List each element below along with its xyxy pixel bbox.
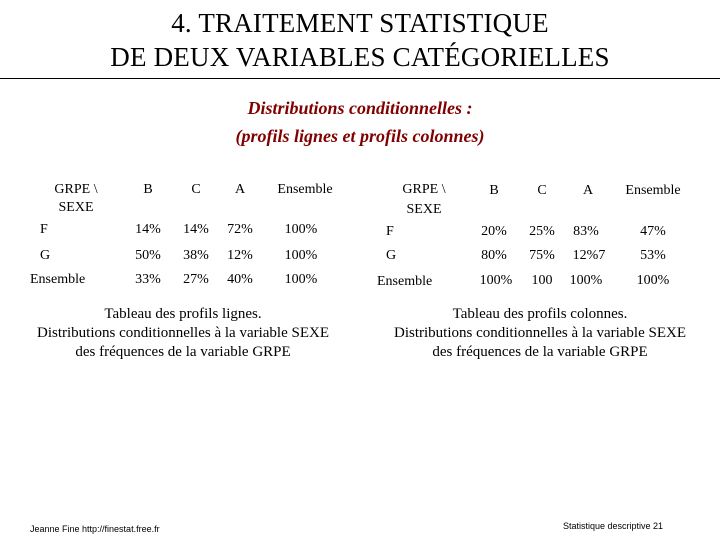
left-caption-line-3: des fréquences de la variable GRPE <box>75 344 291 360</box>
right-cell: 100% <box>479 273 513 288</box>
right-cell: 80% <box>481 248 507 263</box>
right-header-b: B <box>489 183 499 198</box>
left-cell: 33% <box>135 272 161 287</box>
right-cell: 53% <box>640 248 666 263</box>
right-cell: 100 <box>531 273 553 288</box>
left-cell: 50% <box>135 248 161 263</box>
footer-page-label: Statistique descriptive 21 <box>563 521 664 531</box>
right-cell: 12%7 <box>572 248 606 263</box>
right-cell: 20% <box>481 224 507 239</box>
right-caption-line-2: Distributions conditionnelles à la variable SEXE <box>393 325 687 341</box>
left-cell: 12% <box>227 248 253 263</box>
left-cell: 100% <box>284 272 318 287</box>
right-cell: 75% <box>529 248 555 263</box>
left-row-label-f: F <box>40 222 48 237</box>
left-corner-line-1: GRPE \ <box>54 182 98 197</box>
right-caption-line-3: des fréquences de la variable GRPE <box>432 344 648 360</box>
right-header-ensemble: Ensemble <box>625 183 681 198</box>
left-header-c: C <box>191 182 201 197</box>
page-title-line-1: 4. TRAITEMENT STATISTIQUE <box>171 8 549 38</box>
right-cell: 100% <box>569 273 603 288</box>
left-header-b: B <box>143 182 153 197</box>
subtitle-line-1: Distributions conditionnelles : <box>247 98 473 118</box>
footer-author: Jeanne Fine http://finestat.free.fr <box>30 524 160 534</box>
right-cell: 25% <box>529 224 555 239</box>
right-row-label-g: G <box>386 248 397 263</box>
right-corner-line-2: SEXE <box>406 202 442 217</box>
right-cell: 83% <box>573 224 599 239</box>
right-caption-line-1: Tableau des profils colonnes. <box>452 306 628 322</box>
left-row-label-ensemble: Ensemble <box>30 272 86 287</box>
left-header-ensemble: Ensemble <box>277 182 333 197</box>
title-divider <box>0 78 720 79</box>
page-title-line-2: DE DEUX VARIABLES CATÉGORIELLES <box>110 42 610 72</box>
left-caption-line-1: Tableau des profils lignes. <box>104 306 262 322</box>
right-row-label-ensemble: Ensemble <box>377 274 433 289</box>
left-row-label-g: G <box>40 248 51 263</box>
left-cell: 100% <box>284 222 318 237</box>
right-header-c: C <box>537 183 547 198</box>
left-header-a: A <box>234 182 246 197</box>
left-cell: 100% <box>284 248 318 263</box>
right-header-a: A <box>582 183 594 198</box>
left-cell: 38% <box>183 248 209 263</box>
right-corner-line-1: GRPE \ <box>402 182 446 197</box>
left-cell: 14% <box>183 222 209 237</box>
subtitle-line-2: (profils lignes et profils colonnes) <box>235 126 485 146</box>
left-cell: 72% <box>227 222 253 237</box>
left-corner-line-2: SEXE <box>58 200 94 215</box>
right-row-label-f: F <box>386 224 394 239</box>
left-cell: 27% <box>183 272 209 287</box>
left-cell: 40% <box>227 272 253 287</box>
right-cell: 100% <box>636 273 670 288</box>
right-cell: 47% <box>640 224 666 239</box>
left-cell: 14% <box>135 222 161 237</box>
left-caption-line-2: Distributions conditionnelles à la variable SEXE <box>36 325 330 341</box>
